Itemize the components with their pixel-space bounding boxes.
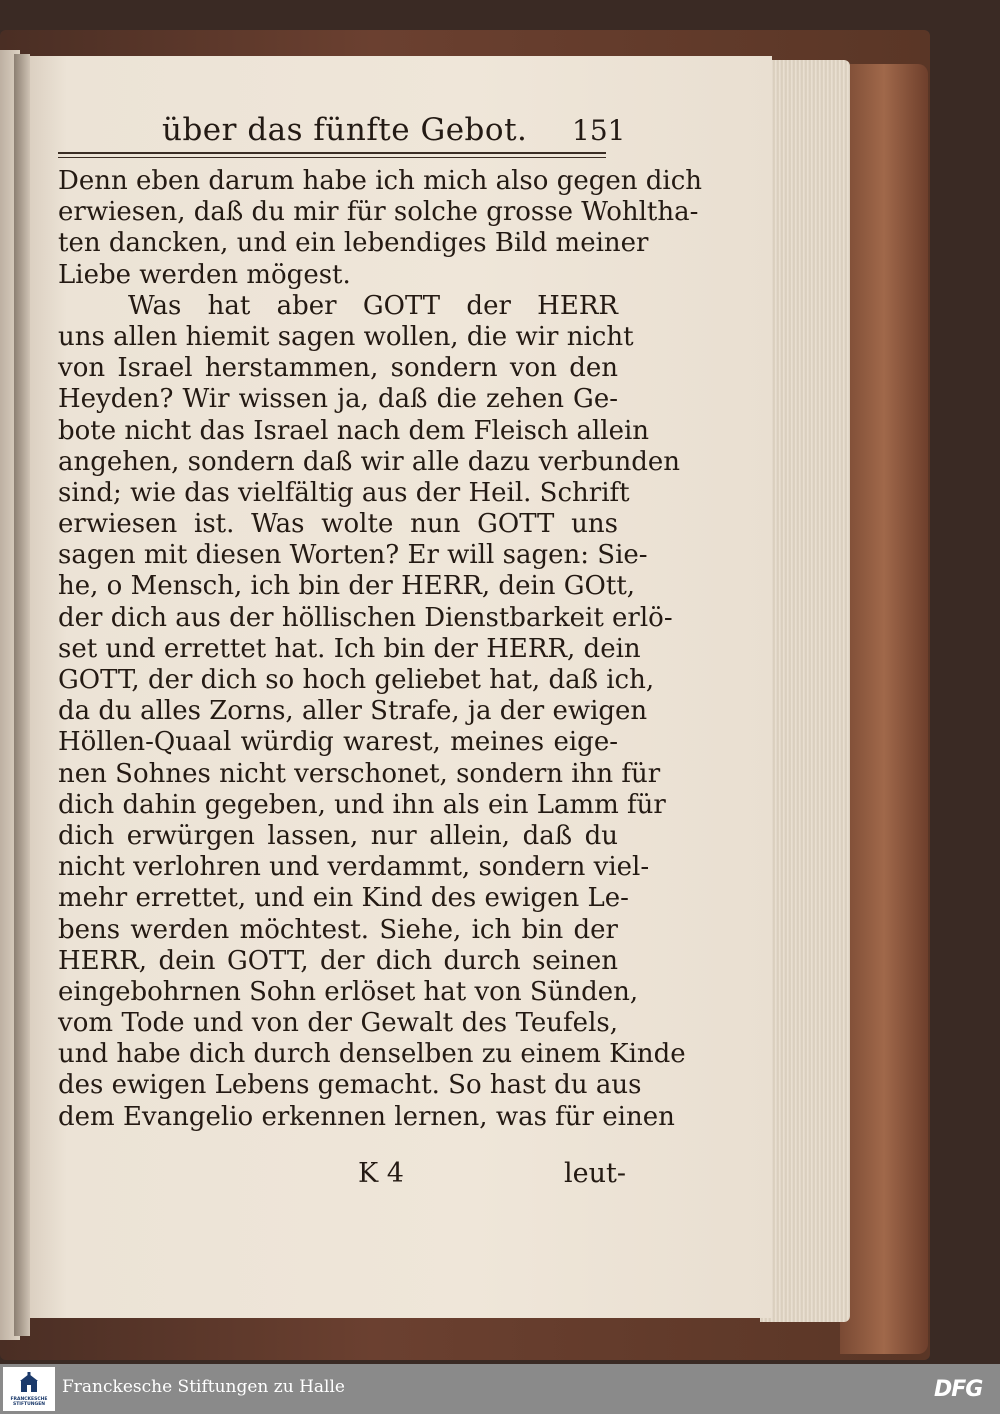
text-line: und habe dich durch denselben zu einem Kinde: [58, 1039, 686, 1070]
text-line: eingebohrnen Sohn erlöset hat von Sünden,: [58, 976, 639, 1007]
text-line: Was hat aber GOTT der HERR: [128, 290, 618, 321]
text-line: set und errettet hat. Ich bin der HERR, dein: [58, 633, 641, 664]
text-line: vom Tode und von der Gewalt des Teufels,: [58, 1008, 618, 1039]
text-line: bens werden möchtest. Siehe, ich bin der: [58, 914, 618, 945]
text-line: da du alles Zorns, aller Strafe, ja der ewigen: [58, 696, 648, 727]
text-line: dich dahin gegeben, und ihn als ein Lamm für: [58, 789, 666, 820]
text-line: dich erwürgen lassen, nur allein, daß du: [58, 820, 618, 851]
viewer-footer-bar: [0, 1364, 1000, 1414]
page-header: [148, 112, 626, 156]
text-line: nen Sohnes nicht verschonet, sondern ihn für: [58, 758, 661, 789]
header-rule: [58, 152, 606, 154]
franckesche-logo[interactable]: [3, 1367, 55, 1411]
text-line: sagen mit diesen Worten? Er will sagen: Sie-: [58, 540, 648, 571]
dfg-logo[interactable]: DFG: [934, 1377, 983, 1402]
text-line: HERR, dein GOTT, der dich durch seinen: [58, 945, 618, 976]
institution-name[interactable]: Franckesche Stiftungen zu Halle: [62, 1377, 345, 1397]
page-gutter: [14, 54, 30, 1336]
text-line: Heyden? Wir wissen ja, daß die zehen Ge-: [58, 384, 618, 415]
text-line: Liebe werden mögest.: [58, 259, 351, 290]
page-block-edges: [760, 60, 850, 1322]
text-line: angehen, sondern daß wir alle dazu verbunden: [58, 446, 680, 477]
header-rule-thin: [58, 157, 606, 158]
text-line: von Israel herstammen, sondern von den: [58, 353, 618, 384]
text-line: ten dancken, und ein lebendiges Bild meiner: [58, 228, 649, 259]
signature-mark: K 4: [358, 1158, 404, 1189]
text-line: Höllen-Quaal würdig warest, meines eige-: [58, 727, 618, 758]
logo-text: FRANCKESCHE STIFTUNGEN: [10, 1397, 48, 1407]
building-icon: [19, 1372, 39, 1394]
text-line: erwiesen ist. Was wolte nun GOTT uns: [58, 509, 618, 540]
text-line: erwiesen, daß du mir für solche grosse Wohltha-: [58, 197, 699, 228]
text-line: dem Evangelio erkennen lernen, was für einen: [58, 1101, 675, 1132]
text-line: he, o Mensch, ich bin der HERR, dein GOtt,: [58, 571, 636, 602]
text-line: GOTT, der dich so hoch geliebet hat, daß ich,: [58, 665, 655, 695]
text-line: uns allen hiemit sagen wollen, die wir nicht: [58, 321, 634, 352]
page-number: 151: [572, 114, 626, 147]
running-head: über das fünfte Gebot.: [162, 112, 528, 148]
text-line: nicht verlohren und verdammt, sondern viel-: [58, 852, 650, 883]
text-line: mehr errettet, und ein Kind des ewigen Le-: [58, 883, 629, 914]
catchword: leut-: [564, 1158, 626, 1189]
body-text: [58, 166, 703, 1133]
text-line: Denn eben darum habe ich mich also gegen dich: [58, 166, 703, 196]
text-line: des ewigen Lebens gemacht. So hast du aus: [58, 1070, 642, 1101]
book-cover-edge: [840, 64, 928, 1354]
text-line: der dich aus der höllischen Dienstbarkeit erlö-: [58, 602, 673, 633]
text-line: bote nicht das Israel nach dem Fleisch allein: [58, 415, 650, 446]
text-line: sind; wie das vielfältig aus der Heil. Schrift: [58, 477, 630, 508]
page-footer: [58, 1158, 626, 1194]
